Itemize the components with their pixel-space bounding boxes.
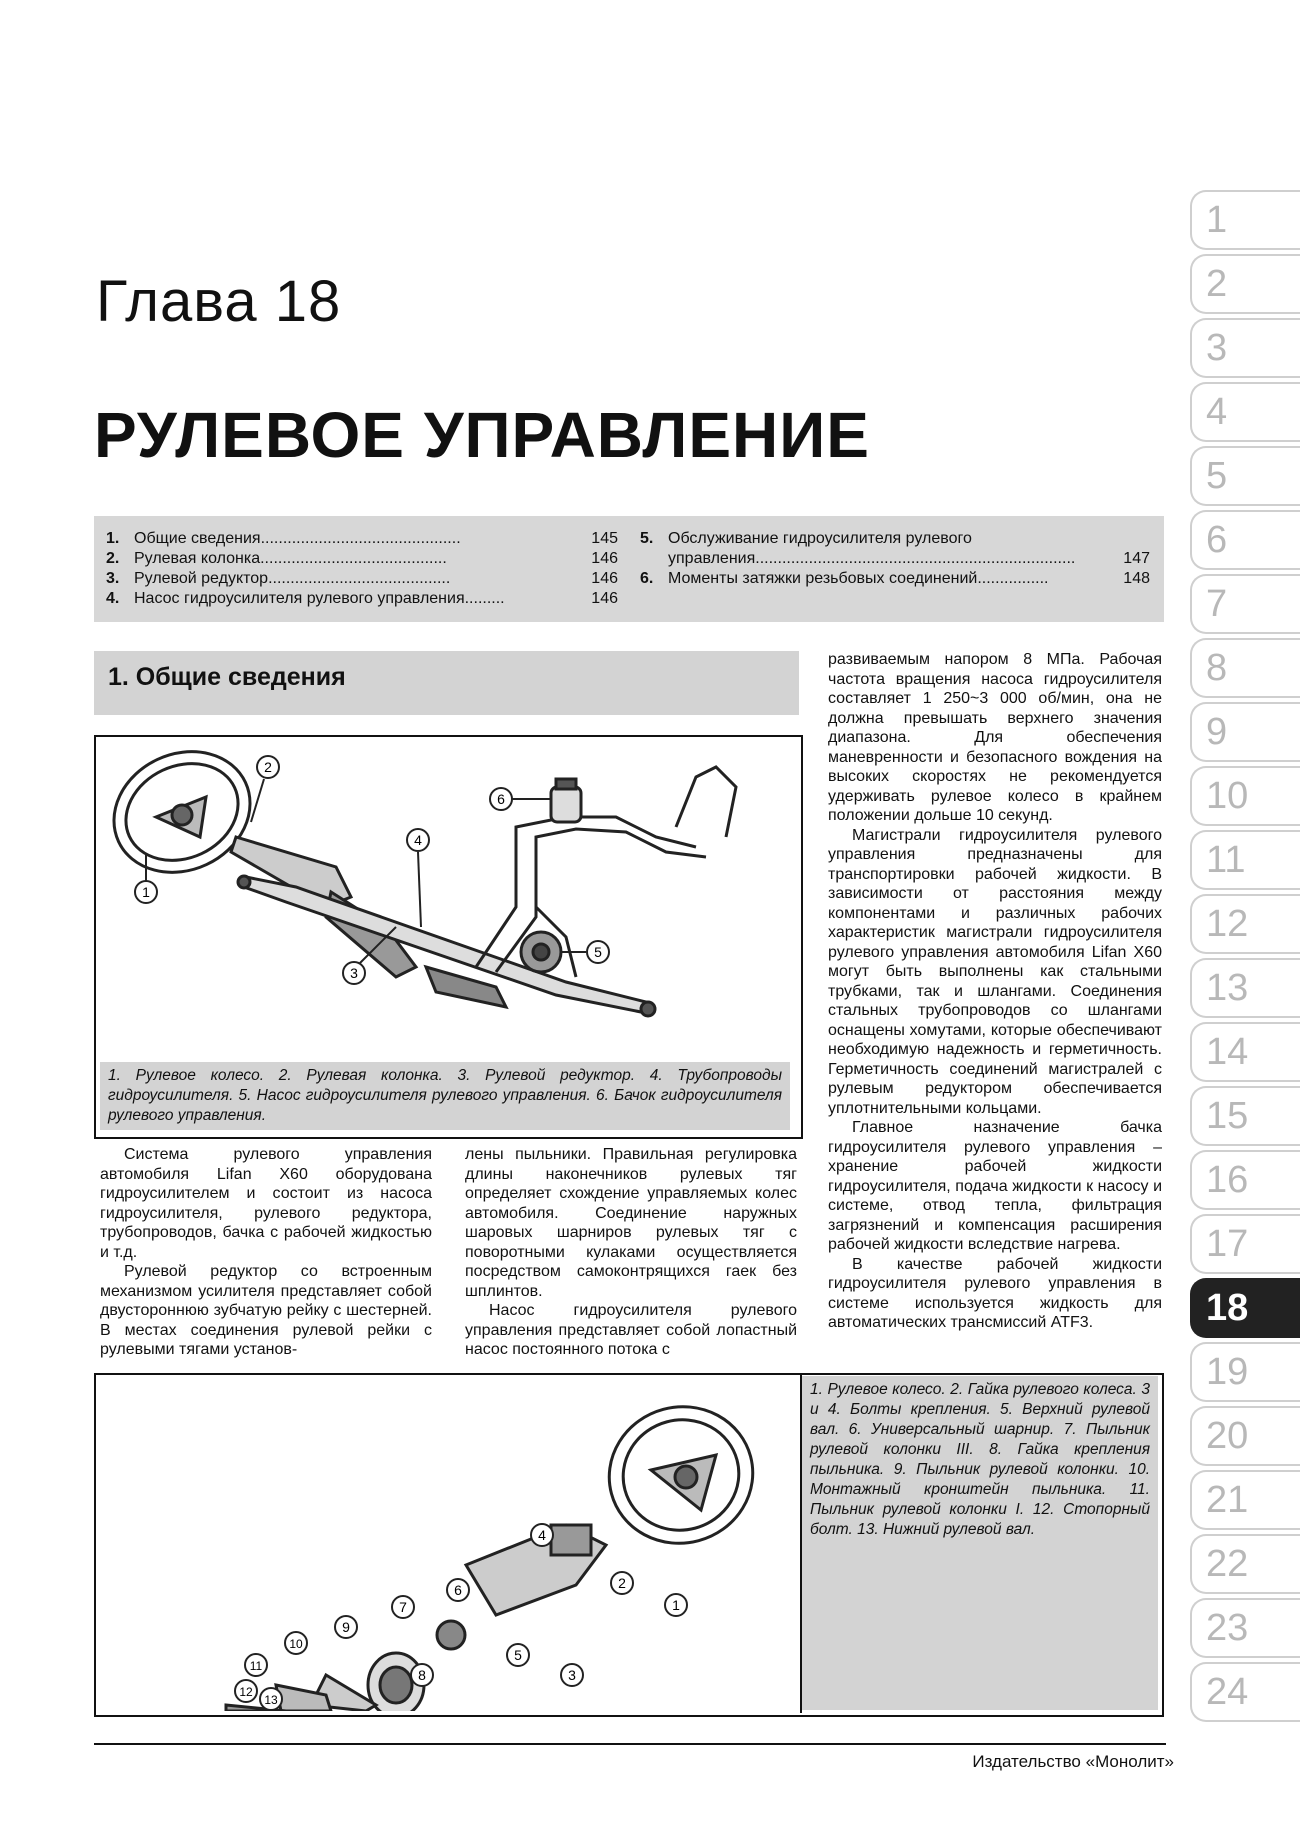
chapter-tab-17[interactable]: 17 (1190, 1214, 1300, 1274)
callout-6 (490, 788, 551, 810)
callout-6 (447, 1579, 469, 1601)
paragraph: Рулевой редуктор со встроенным механизмом усилителя представляет собой двустороннюю зубчатую рейку с шестерней. В местах соединения рулевой рейки с рулевыми тягами установ- (100, 1263, 432, 1358)
footer-rule (94, 1743, 1166, 1745)
text-column-middle (465, 1145, 797, 1360)
paragraph: Магистрали гидроусилителя рулевого управления предназначены для транспортировки рабочей жидкости. В зависимости от расстояния между компонентами и различных рабочих характеристик магистрали гидроусилителя рулевого управления автомобиля Lifan X60 могут быть выполнены как стальными трубками, так и шлангами. Соединения стальных трубопроводов со шлангами оснащены хомутами, которые обеспечивают необходимую надежность и герметичность. Герметичность соединений магистралей с рулевым редуктором обеспечивается уплотнительными кольцами. (828, 826, 1162, 1117)
callout-7 (392, 1596, 414, 1618)
chapter-tab-9[interactable]: 9 (1190, 702, 1300, 762)
chapter-tab-3[interactable]: 3 (1190, 318, 1300, 378)
svg-text:6: 6 (454, 1582, 462, 1598)
svg-text:7: 7 (399, 1599, 407, 1615)
callout-10 (285, 1632, 307, 1654)
callout-1 (665, 1594, 687, 1616)
chapter-tab-4[interactable]: 4 (1190, 382, 1300, 442)
steering-system-illustration (96, 737, 801, 1057)
toc-item[interactable]: 6. Моменты затяжки резьбовых соединений ................ 148 (640, 570, 1150, 587)
callout-4 (407, 829, 429, 927)
toc-item[interactable]: 4. Насос гидроусилителя рулевого управления ......... 146 (106, 590, 618, 607)
chapter-tab-21[interactable]: 21 (1190, 1470, 1300, 1530)
callout-13 (260, 1688, 282, 1710)
svg-text:3: 3 (568, 1667, 576, 1683)
steering-wheel-drawing (594, 1391, 768, 1560)
callout-11 (245, 1654, 267, 1676)
toc-item[interactable]: 3. Рулевой редуктор ......................................... 146 (106, 570, 618, 587)
chapter-tab-11[interactable]: 11 (1190, 830, 1300, 890)
chapter-tab-22[interactable]: 22 (1190, 1534, 1300, 1594)
svg-text:3: 3 (350, 965, 358, 981)
chapter-tab-8[interactable]: 8 (1190, 638, 1300, 698)
chapter-tab-18[interactable]: 18 (1190, 1278, 1300, 1338)
svg-text:8: 8 (418, 1667, 426, 1683)
svg-text:6: 6 (497, 791, 505, 807)
chapter-heading: Глава 18 (96, 269, 342, 334)
paragraph: Главное назначение бачка гидроусилителя рулевого управления – хранение рабочей жидкости гидроусилителя, подача жидкости к насосу и системе, отвод тепла, фильтрация загрязнений и компенсация расширения рабочей жидкости вследствие нагрева. (828, 1119, 1162, 1253)
chapter-tab-12[interactable]: 12 (1190, 894, 1300, 954)
chapter-tab-19[interactable]: 19 (1190, 1342, 1300, 1402)
callout-12 (235, 1680, 257, 1702)
svg-text:2: 2 (618, 1575, 626, 1591)
svg-text:10: 10 (289, 1637, 303, 1651)
paragraph: В качестве рабочей жидкости гидроусилителя рулевого управления в системе используется жидкость для автоматических трансмиссий ATF3. (828, 1255, 1162, 1331)
chapter-title: РУЛЕВОЕ УПРАВЛЕНИЕ (94, 399, 870, 471)
chapter-tab-6[interactable]: 6 (1190, 510, 1300, 570)
svg-text:1: 1 (142, 884, 150, 900)
figure-2-caption: 1. Рулевое колесо. 2. Гайка рулевого колеса. 3 и 4. Болты крепления. 5. Верхний рулевой вал. 6. Универсальный шарнир. 7. Пыльник рулевой колонки III. 8. Гайка крепления пыльника. 9. Пыльник рулевой колонки. 10. Монтажный кронштейн пыльника. 11. Пыльник рулевой колонки I. 12. Стопорный болт. 13. Нижний рулевой вал. (802, 1376, 1158, 1710)
toc-item[interactable]: 1. Общие сведения ............................................. 145 (106, 530, 618, 547)
callout-4 (531, 1524, 553, 1546)
svg-text:2: 2 (264, 759, 272, 775)
pump-drawing (521, 932, 561, 972)
chapter-tab-14[interactable]: 14 (1190, 1022, 1300, 1082)
reservoir-drawing (551, 779, 581, 822)
callout-2 (611, 1572, 633, 1594)
svg-text:1: 1 (672, 1597, 680, 1613)
svg-text:11: 11 (249, 1659, 263, 1673)
toc-item[interactable]: 5. Обслуживание гидроусилителя рулевого (640, 530, 972, 547)
svg-text:12: 12 (239, 1685, 253, 1699)
svg-text:4: 4 (538, 1527, 546, 1543)
chapter-tab-20[interactable]: 20 (1190, 1406, 1300, 1466)
chapter-tab-1[interactable]: 1 (1190, 190, 1300, 250)
svg-text:5: 5 (514, 1647, 522, 1663)
chapter-tab-24[interactable]: 24 (1190, 1662, 1300, 1722)
chapter-tab-16[interactable]: 16 (1190, 1150, 1300, 1210)
toc-item[interactable]: 2. Рулевая колонка .......................................... 146 (106, 550, 618, 567)
svg-text:4: 4 (414, 832, 422, 848)
steering-column-illustration (96, 1375, 796, 1711)
steering-wheel-drawing (96, 737, 270, 894)
chapter-tab-13[interactable]: 13 (1190, 958, 1300, 1018)
paragraph: лены пыльники. Правильная регулировка длины наконечников рулевых тяг определяет схождение управляемых колес автомобиля. Соединение наружных шаровых шарниров рулевых тяг с поворотными кулаками осуществляется посредством самоконтрящихся гаек без шплинтов. (465, 1146, 797, 1300)
svg-text:5: 5 (594, 944, 602, 960)
section-heading: 1. Общие сведения (94, 651, 799, 715)
universal-joint-drawing (437, 1621, 465, 1649)
callout-2 (251, 756, 279, 822)
chapter-tab-7[interactable]: 7 (1190, 574, 1300, 634)
text-column-right (828, 650, 1162, 1333)
paragraph: Насос гидроусилителя рулевого управления представляет собой лопастный насос постоянного потока с (465, 1302, 797, 1358)
paragraph: Система рулевого управления автомобиля Lifan X60 оборудована гидроусилителем и состоит из насоса гидроусилителя, рулевого редуктора, трубопроводов, бачка с рабочей жидкостью и т.д. (100, 1146, 432, 1261)
callout-8 (411, 1664, 433, 1686)
chapter-tab-5[interactable]: 5 (1190, 446, 1300, 506)
svg-text:13: 13 (264, 1693, 278, 1707)
chapter-tab-15[interactable]: 15 (1190, 1086, 1300, 1146)
table-of-contents (94, 516, 1164, 622)
paragraph: развиваемым напором 8 МПа. Рабочая частота вращения насоса гидроусилителя составляет 1 250~3 000 об/мин, она не должна превышать верхнего значения диапазона. Для обеспечения маневренности и безопасного вождения на высоких скоростях не рекомендуется удерживать рулевое колесо в крайнем положении дольше 10 секунд. (828, 651, 1162, 824)
chapter-tab-10[interactable]: 10 (1190, 766, 1300, 826)
svg-text:9: 9 (342, 1619, 350, 1635)
callout-5 (507, 1644, 529, 1666)
publisher: Издательство «Монолит» (972, 1752, 1174, 1771)
callout-9 (335, 1616, 357, 1638)
chapter-tab-23[interactable]: 23 (1190, 1598, 1300, 1658)
callout-3 (561, 1664, 583, 1686)
text-column-left (100, 1145, 432, 1360)
figure-1-caption: 1. Рулевое колесо. 2. Рулевая колонка. 3. Рулевой редуктор. 4. Трубопроводы гидроусилителя. 5. Насос гидроусилителя рулевого управления. 6. Бачок гидроусилителя рулевого управления. (100, 1062, 790, 1130)
toc-item[interactable]: управления ........................................................................ 147 (668, 550, 1150, 567)
chapter-tab-2[interactable]: 2 (1190, 254, 1300, 314)
